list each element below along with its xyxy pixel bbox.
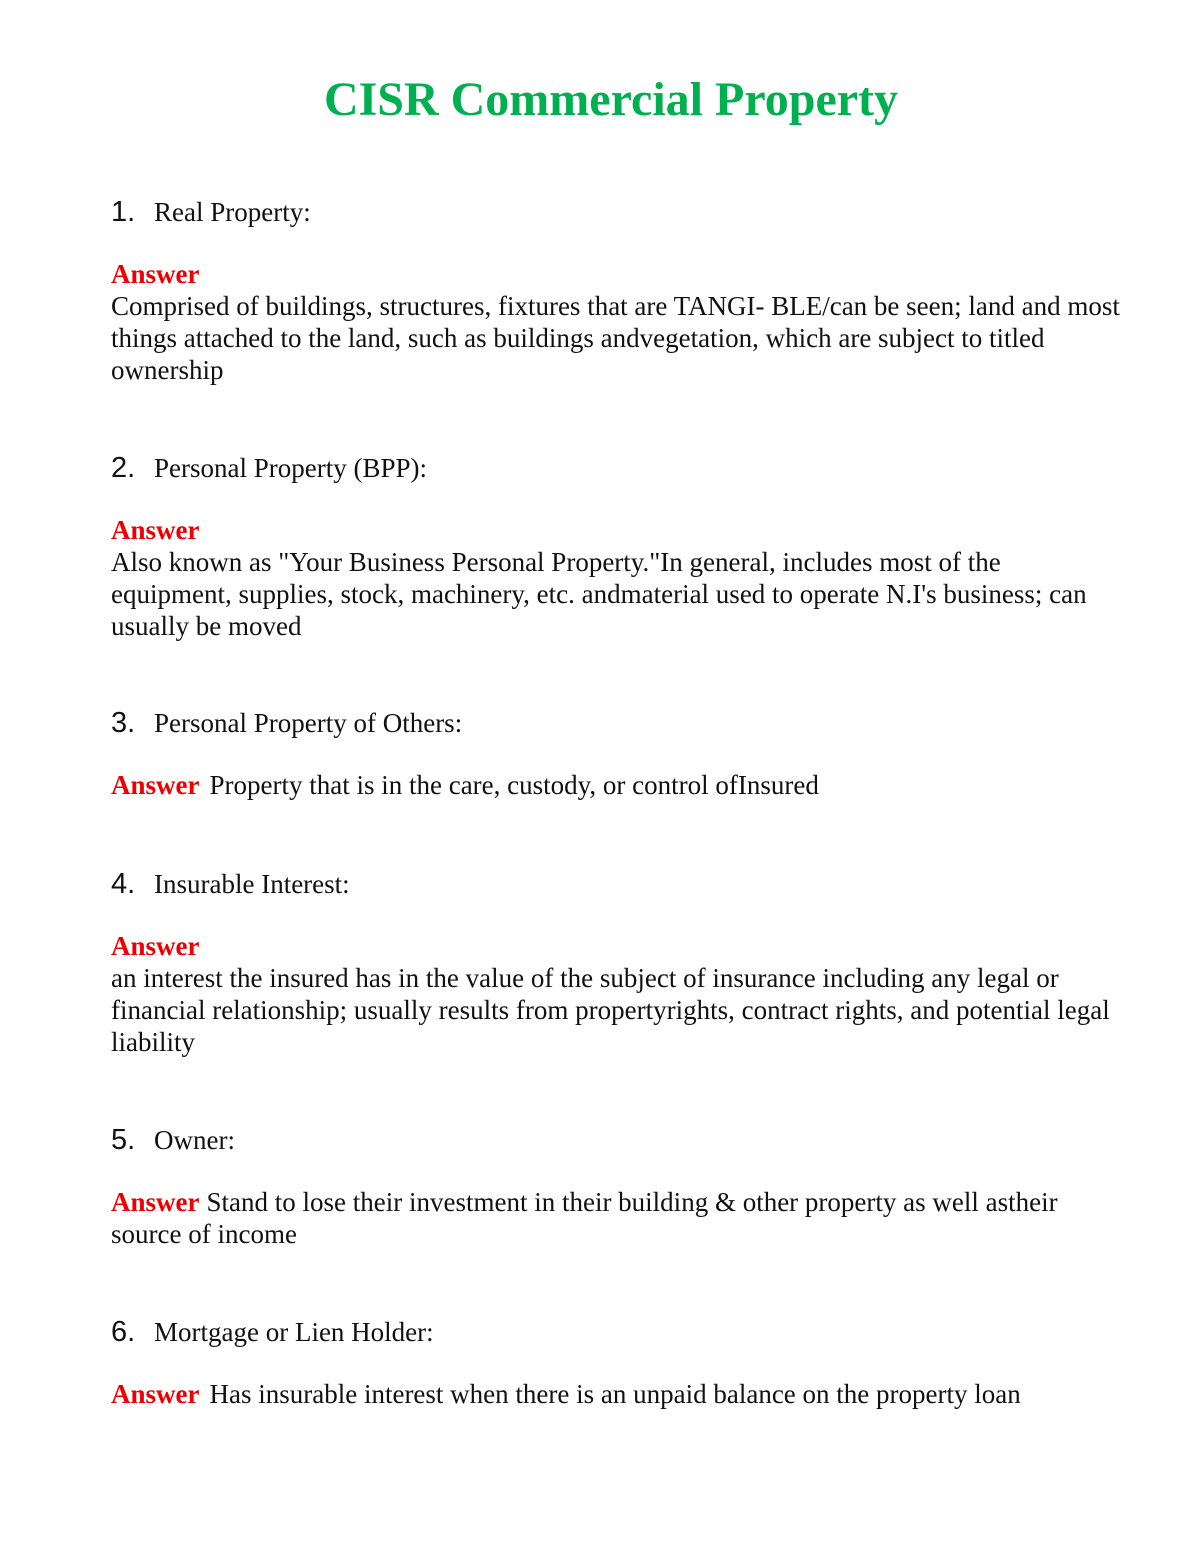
- question: [111, 707, 1121, 739]
- answer-text: Comprised of buildings, structures, fixtures that are TANGI- BLE/can be seen; land and most things attached to the land, such as buildings andvegetation, which are subject to titled ownership: [111, 291, 1120, 385]
- question-number: 1.: [111, 196, 136, 228]
- answer-text: Also known as "Your Business Personal Property."In general, includes most of the equipment, supplies, stock, machinery, etc. andmaterial used to operate N.I's business; can usually be moved: [111, 547, 1087, 641]
- answer-label: Answer: [111, 1187, 200, 1217]
- answer-label: Answer: [111, 931, 200, 961]
- answer-label: Answer: [111, 1379, 200, 1409]
- answer: [111, 258, 1121, 386]
- question-number: 5.: [111, 1124, 136, 1156]
- question-number: 4.: [111, 868, 136, 900]
- question-number: 6.: [111, 1316, 136, 1348]
- answer: [111, 1186, 1121, 1250]
- question-text: Real Property:: [154, 197, 311, 227]
- answer: [111, 769, 1121, 801]
- answer: [111, 1378, 1121, 1410]
- qa-item-1: [111, 196, 1121, 386]
- answer-text: Property that is in the care, custody, or control ofInsured: [209, 770, 819, 800]
- question-number: 3.: [111, 707, 136, 739]
- answer: [111, 930, 1121, 1058]
- qa-item-5: [111, 1124, 1121, 1250]
- qa-item-6: [111, 1316, 1121, 1410]
- answer-label: Answer: [111, 770, 200, 800]
- answer-text: an interest the insured has in the value of the subject of insurance including any legal or financial relationship; usually results from propertyrights, contract rights, and potential legal liability: [111, 963, 1110, 1057]
- question-text: Insurable Interest:: [154, 869, 350, 899]
- qa-item-4: [111, 868, 1121, 1058]
- answer-text: Stand to lose their investment in their building & other property as well astheir source of income: [111, 1187, 1058, 1249]
- page-title: CISR Commercial Property: [323, 73, 899, 126]
- answer-label: Answer: [111, 515, 200, 545]
- question: [111, 452, 1121, 484]
- question: [111, 1124, 1121, 1156]
- question: [111, 196, 1121, 228]
- answer: [111, 514, 1121, 642]
- qa-item-2: [111, 452, 1121, 642]
- answer-text: Has insurable interest when there is an unpaid balance on the property loan: [209, 1379, 1021, 1409]
- question-text: Owner:: [154, 1125, 235, 1155]
- qa-item-3: [111, 707, 1121, 801]
- question-text: Personal Property of Others:: [154, 708, 463, 738]
- answer-label: Answer: [111, 259, 200, 289]
- question: [111, 1316, 1121, 1348]
- question: [111, 868, 1121, 900]
- question-text: Mortgage or Lien Holder:: [154, 1317, 434, 1347]
- question-text: Personal Property (BPP):: [154, 453, 427, 483]
- question-number: 2.: [111, 452, 136, 484]
